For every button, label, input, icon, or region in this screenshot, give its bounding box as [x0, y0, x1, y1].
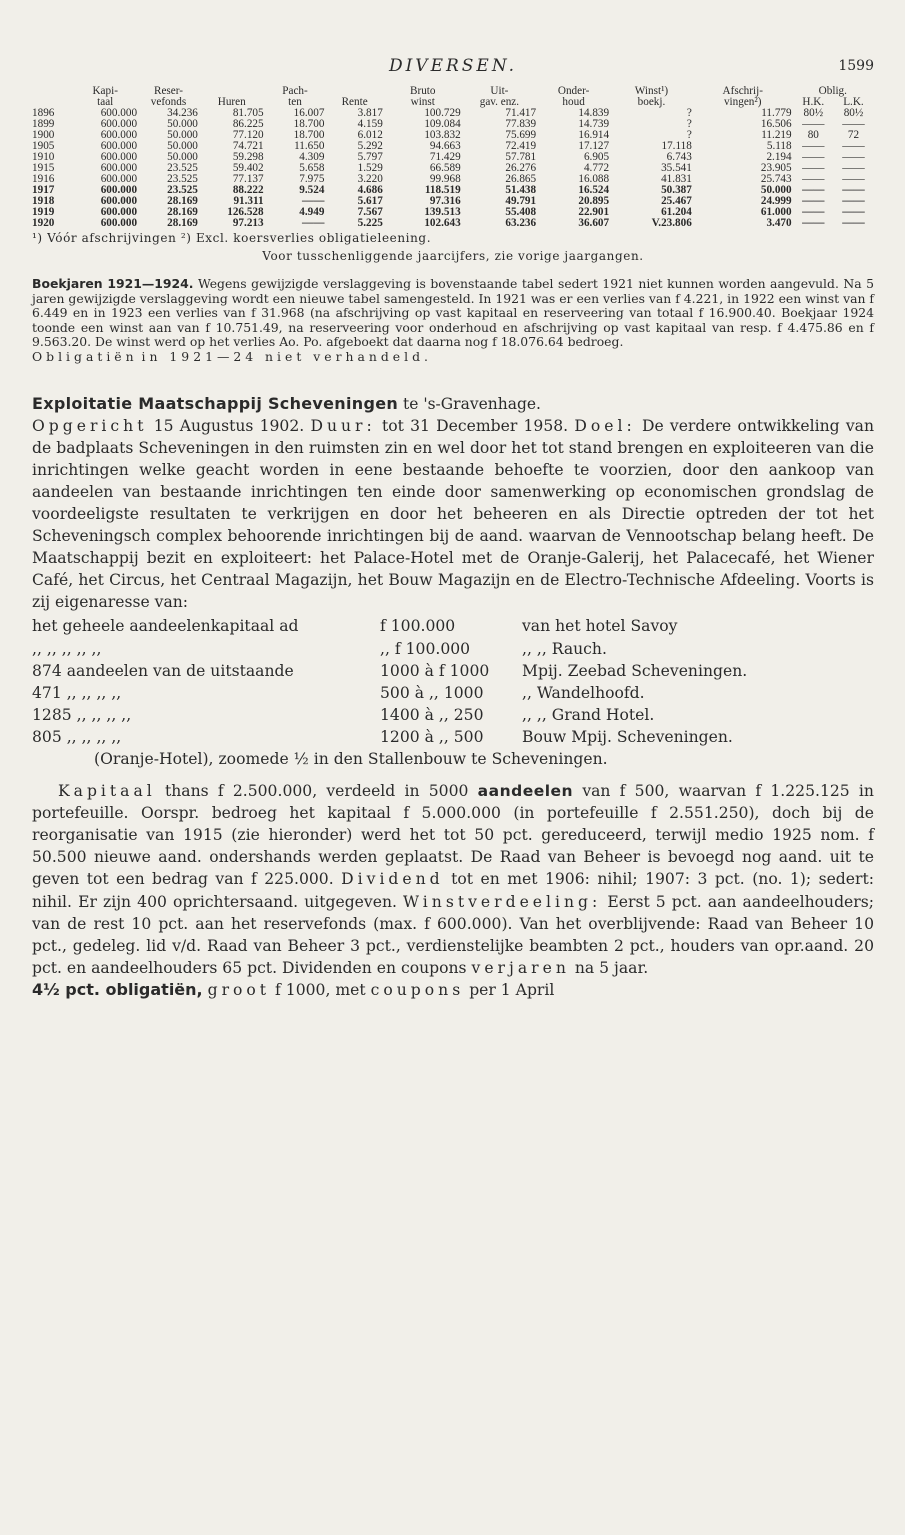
table-cell-onderhoud: 16.088	[578, 174, 610, 185]
table-cell-reserve: 23.525	[167, 185, 198, 196]
table-cell-huren: 88.222	[232, 185, 264, 196]
table-cell-lk: ——	[842, 152, 865, 163]
table-header-cell: winst	[410, 97, 435, 108]
table-header-cell	[32, 97, 73, 108]
holding-col3: Bouw Mpij. Scheveningen.	[522, 727, 733, 746]
table-cell-kapitaal: 600.000	[100, 196, 138, 207]
table-row	[32, 163, 874, 174]
table-header-cell: Huren	[217, 97, 246, 108]
holding-col1: het geheele aandeelenkapitaal ad	[32, 617, 299, 636]
table-cell-pachten: 18.700	[293, 130, 325, 141]
doel-text: De verdere ontwikkeling van de badplaats Scheveningen in den ruimsten zin en wel door het tot stand brengen en exploiteeren van die inrichtingen welke geacht worden in eene bestaande behoefte te voorzien, door den aankoop van aandeelen van bestaande inrichtingen ten einde door samenwerking op economischen grondslag de voordeeligste resultaten te verkrijgen en door het beheeren en als Directie optreden der tot het Scheveningsch complex behoorende inrichtingen bij de aand. waarvan de Vennootschap belang heeft. De Maatschappij bezit en exploiteert: het Palace-Hotel met de Oranje-Galerij, het Palacecafé, het Wiener Café, het Circus, het Centraal Magazijn, het Bouw Magazijn en de Electro-Technische Afdeeling. Voorts is zij eigenaresse van:	[32, 416, 874, 612]
table-cell-pachten: 4.309	[299, 152, 325, 163]
table-cell-lk: ——	[842, 218, 865, 229]
coupons-label: coupons	[370, 980, 465, 999]
table-cell-hk: ——	[802, 174, 825, 185]
table-header-cell: gav. enz.	[479, 97, 520, 108]
holding-col1: 805 ,, ,, ,, ,,	[32, 727, 122, 746]
coupons-text: per 1 April	[469, 980, 555, 999]
table-cell-lk: ——	[842, 119, 865, 130]
table-row	[32, 185, 874, 196]
table-cell-reserve: 50.000	[167, 152, 198, 163]
table-cell-onderhoud: 14.839	[578, 108, 610, 119]
table-cell-afschrijving: 3.470	[766, 218, 792, 229]
table-cell-onderhoud: 6.905	[583, 152, 610, 163]
holding-row	[32, 615, 874, 637]
table-cell-hk: 80½	[803, 108, 824, 119]
table-cell-kapitaal: 600.000	[100, 218, 138, 229]
kapitaal-label: Kapitaal	[58, 782, 156, 801]
table-cell-bruto: 66.589	[429, 163, 461, 174]
table-cell-afschrijving: 61.000	[760, 207, 792, 218]
table-header-row	[32, 86, 874, 97]
table-cell-hk: ——	[802, 185, 825, 196]
table-cell-uitgaven: 26.276	[505, 163, 537, 174]
dividend-label: Dividend	[341, 870, 444, 889]
table-cell-year: 1916	[32, 174, 55, 185]
table-cell-year: 1918	[32, 196, 55, 207]
company-location: te 's-Gravenhage.	[403, 394, 541, 413]
kapitaal-text1: thans f 2.500.000, verdeeld in 5000	[164, 782, 469, 801]
table-cell-kapitaal: 600.000	[100, 174, 138, 185]
table-cell-huren: 74.721	[232, 141, 264, 152]
table-cell-huren: 77.137	[232, 174, 264, 185]
table-cell-kapitaal: 600.000	[100, 185, 138, 196]
table-cell-bruto: 99.968	[429, 174, 461, 185]
table-row	[32, 108, 874, 119]
table-header-cell: Pach-	[282, 86, 308, 97]
table-cell-rente: 5.797	[357, 152, 383, 163]
table-cell-reserve: 23.525	[167, 174, 198, 185]
table-header-cell: houd	[562, 97, 585, 108]
table-cell-rente: 5.225	[357, 218, 383, 229]
table-cell-year: 1900	[32, 130, 55, 141]
table-cell-reserve: 28.169	[167, 207, 198, 218]
table-header-row	[32, 97, 874, 108]
table-cell-kapitaal: 600.000	[100, 108, 138, 119]
holding-col1: 471 ,, ,, ,, ,,	[32, 683, 122, 702]
table-cell-onderhoud: 4.772	[583, 163, 610, 174]
groot-value: f 1000, met	[275, 980, 366, 999]
boekjaren-label: Boekjaren 1921—1924.	[32, 276, 194, 291]
duur-value: tot 31 December 1958.	[381, 416, 569, 435]
table-cell-afschrijving: 16.506	[760, 119, 792, 130]
duur-label: Duur:	[310, 416, 376, 435]
kapitaal-paragraph	[32, 780, 874, 1001]
table-cell-winst: ?	[686, 119, 692, 130]
table-cell-winst: ?	[686, 130, 692, 141]
page-number: 1599	[838, 58, 874, 74]
table-cell-year: 1899	[32, 119, 55, 130]
table-cell-pachten: ——	[302, 196, 325, 207]
table-cell-rente: 6.012	[357, 130, 383, 141]
table-cell-winst: 41.831	[661, 174, 692, 185]
table-row	[32, 196, 874, 207]
verjaren-label: verjaren	[471, 958, 570, 977]
table-cell-huren: 97.213	[232, 218, 264, 229]
table-cell-bruto: 109.084	[424, 119, 461, 130]
table-cell-kapitaal: 600.000	[100, 141, 138, 152]
table-header-cell: boekj.	[637, 97, 666, 108]
table-cell-reserve: 50.000	[167, 130, 198, 141]
table-header-cell: Kapi-	[92, 86, 118, 97]
table-cell-afschrijving: 50.000	[760, 185, 792, 196]
table-cell-rente: 3.817	[357, 108, 383, 119]
holding-col3: ,, Wandelhoofd.	[522, 683, 645, 702]
table-cell-uitgaven: 57.781	[505, 152, 537, 163]
table-footnote: ¹) Vóór afschrijvingen ²) Excl. koersverlies obligatieleening.	[32, 231, 432, 245]
table-cell-year: 1919	[32, 207, 55, 218]
table-cell-hk: ——	[802, 207, 825, 218]
table-header-cell: Rente	[341, 97, 368, 108]
table-row	[32, 218, 874, 229]
table-cell-reserve: 23.525	[167, 163, 198, 174]
table-header-cell: Oblig.	[818, 86, 847, 97]
holding-col2: 1200 à ,, 500	[380, 727, 484, 746]
table-cell-pachten: 9.524	[299, 185, 325, 196]
holding-row	[32, 660, 874, 682]
holdings-list	[32, 615, 874, 748]
table-row	[32, 174, 874, 185]
company-heading	[32, 393, 874, 415]
table-cell-winst: 61.204	[661, 207, 692, 218]
table-cell-bruto: 139.513	[424, 207, 461, 218]
table-cell-uitgaven: 26.865	[505, 174, 537, 185]
table-cell-uitgaven: 71.417	[505, 108, 537, 119]
table-cell-onderhoud: 16.524	[578, 185, 610, 196]
doel-label: Doel:	[574, 416, 636, 435]
table-cell-kapitaal: 600.000	[100, 163, 138, 174]
table-cell-pachten: 11.650	[294, 141, 325, 152]
table-cell-winst: 35.541	[661, 163, 692, 174]
groot-label: groot	[207, 980, 271, 999]
table-cell-hk: ——	[802, 196, 825, 207]
boekjaren-paragraph	[32, 277, 874, 365]
table-cell-hk: ——	[802, 218, 825, 229]
table-cell-onderhoud: 22.901	[578, 207, 610, 218]
table-cell-uitgaven: 75.699	[505, 130, 537, 141]
table-cell-rente: 7.567	[357, 207, 383, 218]
kapitaal-text2: van f 500, waarvan f 1.225.125 in portefeuille. Oorspr. bedroeg het kapitaal f 5.000.000 (in portefeuille f 2.551.250), doch bij de reorganisatie van 1915 (zie hieronder) werd het tot 50 pct. gereduceerd, terwijl medio 1925 nom. f 50.500 nieuwe aand. ondershands werden geplaatst. De Raad van Beheer is bevoegd nog aand. uit te geven tot een bedrag van f 225.000.	[32, 782, 874, 889]
table-cell-year: 1910	[32, 152, 55, 163]
holding-col3: Mpij. Zeebad Scheveningen.	[522, 661, 748, 680]
table-cell-year: 1905	[32, 141, 55, 152]
table-cell-hk: ——	[802, 163, 825, 174]
table-header-cell: Uit-	[490, 86, 509, 97]
table-cell-lk: ——	[842, 174, 865, 185]
table-cell-onderhoud: 17.127	[578, 141, 610, 152]
holding-col2: 500 à ,, 1000	[380, 683, 484, 702]
table-cell-year: 1920	[32, 218, 55, 229]
table-cell-pachten: 7.975	[299, 174, 325, 185]
obligatien-text: in 1921—24 niet verhandeld.	[141, 348, 432, 364]
table-header-cell: vefonds	[150, 97, 187, 108]
table-cell-pachten: 16.007	[293, 108, 325, 119]
table-cell-kapitaal: 600.000	[100, 130, 138, 141]
holding-row	[32, 638, 874, 660]
table-cell-pachten: 18.700	[293, 119, 325, 130]
holding-col3: ,, ,, Grand Hotel.	[522, 705, 655, 724]
table-cell-bruto: 118.519	[424, 185, 461, 196]
table-header-cell: Reser-	[153, 86, 183, 97]
table-cell-hk: ——	[802, 119, 825, 130]
holding-col1: 1285 ,, ,, ,, ,,	[32, 705, 132, 724]
holding-col2: ,, f 100.000	[380, 639, 471, 658]
table-header-cell: taal	[97, 97, 114, 108]
table-cell-bruto: 100.729	[424, 108, 461, 119]
holding-row	[32, 682, 874, 704]
table-header-cell: Afschrij-	[722, 86, 763, 97]
obligatien-label: Obligatiën	[32, 348, 138, 364]
table-cell-uitgaven: 77.839	[505, 119, 537, 130]
table-cell-winst: 25.467	[661, 196, 692, 207]
table-header-cell: L.K.	[843, 97, 864, 108]
company-description	[32, 415, 874, 614]
holding-row	[32, 726, 874, 748]
table-header-cell	[32, 86, 73, 97]
table-cell-hk: 80	[807, 130, 819, 141]
section-title: DIVERSEN.	[388, 56, 518, 76]
table-row	[32, 130, 874, 141]
table-row	[32, 207, 874, 218]
company-name: Exploitatie Maatschappij Scheveningen	[32, 393, 399, 413]
table-cell-lk: 72	[847, 130, 860, 141]
dividend-text: tot en met 1906: nihil; 1907: 3 pct. (no. 1); sedert: nihil. Er zijn 400 oprichtersaand. uitgegeven.	[32, 870, 874, 911]
table-cell-uitgaven: 49.791	[505, 196, 537, 207]
table-cell-rente: 4.159	[357, 119, 383, 130]
table-cell-uitgaven: 51.438	[505, 185, 537, 196]
table-row	[32, 119, 874, 130]
table-cell-rente: 5.617	[357, 196, 383, 207]
table-cell-winst: 6.743	[666, 152, 692, 163]
table-cell-rente: 3.220	[357, 174, 383, 185]
table-cell-onderhoud: 36.607	[578, 218, 610, 229]
table-cell-afschrijving: 5.118	[766, 141, 792, 152]
table-cell-huren: 91.311	[233, 196, 264, 207]
table-cell-winst: 17.118	[661, 141, 692, 152]
document-page	[32, 52, 874, 1001]
table-cell-afschrijving: 24.999	[760, 196, 792, 207]
table-cell-rente: 1.529	[357, 163, 383, 174]
table-cell-lk: ——	[842, 207, 865, 218]
table-cell-kapitaal: 600.000	[100, 152, 138, 163]
holding-col3: van het hotel Savoy	[522, 617, 678, 636]
holding-col2: f 100.000	[380, 617, 456, 636]
verjaren-text: na 5 jaar.	[574, 958, 649, 977]
table-cell-uitgaven: 72.419	[505, 141, 537, 152]
table-cell-huren: 86.225	[232, 119, 264, 130]
table-cell-afschrijving: 11.779	[761, 108, 792, 119]
table-cell-bruto: 97.316	[429, 196, 461, 207]
table-cell-reserve: 28.169	[167, 218, 198, 229]
table-cell-bruto: 71.429	[429, 152, 461, 163]
table-cell-onderhoud: 16.914	[578, 130, 610, 141]
holding-col3: ,, ,, Rauch.	[522, 639, 607, 658]
table-cell-winst: 50.387	[661, 185, 692, 196]
table-cell-huren: 126.528	[227, 207, 264, 218]
opgericht-value: 15 Augustus 1902.	[153, 416, 305, 435]
table-cell-afschrijving: 25.743	[760, 174, 792, 185]
table-cell-huren: 77.120	[232, 130, 264, 141]
table-cell-pachten: ——	[302, 218, 325, 229]
opgericht-label: Opgericht	[32, 416, 148, 435]
table-cell-lk: ——	[842, 141, 865, 152]
table-cell-bruto: 102.643	[424, 218, 461, 229]
table-header-cell	[326, 86, 384, 97]
table-cell-onderhoud: 14.739	[578, 119, 610, 130]
holding-row	[32, 704, 874, 726]
table-cell-kapitaal: 600.000	[100, 119, 138, 130]
table-cell-uitgaven: 55.408	[505, 207, 537, 218]
table-cell-pachten: 4.949	[299, 207, 325, 218]
table-header-cell: Bruto	[410, 86, 436, 97]
table-cell-huren: 81.705	[232, 108, 264, 119]
table-row	[32, 152, 874, 163]
aandeelen-label: aandeelen	[477, 782, 574, 801]
table-cell-kapitaal: 600.000	[100, 207, 138, 218]
obligatien-heading: 4½ pct. obligatiën,	[32, 979, 203, 999]
table-cell-lk: ——	[842, 163, 865, 174]
table-cell-huren: 59.402	[232, 163, 264, 174]
table-cell-bruto: 103.832	[424, 130, 461, 141]
holding-col1: ,, ,, ,, ,, ,,	[32, 639, 102, 658]
table-header-cell: Winst¹)	[634, 86, 669, 97]
table-cell-bruto: 94.663	[429, 141, 461, 152]
table-cell-winst: V.23.806	[651, 218, 692, 229]
table-cell-year: 1917	[32, 185, 55, 196]
table-row	[32, 141, 874, 152]
table-cell-pachten: 5.658	[299, 163, 325, 174]
holding-col2: 1400 à ,, 250	[380, 705, 484, 724]
table-cell-onderhoud: 20.895	[578, 196, 610, 207]
winstverdeeling-text: Eerst 5 pct. aan aandeelhouders; van de rest 10 pct. aan het reservefonds (max. f 600.000). Van het overblijvende: Raad van Beheer 10 pct., gedeleg. lid v/d. Raad van Beheer 3 pct., verdienstelijke beambten 2 pct., houders van opr.aand. 20 pct. en aandeelhouders 65 pct. Dividenden en coupons	[32, 892, 874, 977]
table-cell-reserve: 34.236	[167, 108, 198, 119]
holding-col2: 1000 à f 1000	[380, 661, 490, 680]
table-cell-huren: 59.298	[232, 152, 264, 163]
table-cell-rente: 5.292	[357, 141, 383, 152]
table-header-cell: Onder-	[557, 86, 590, 97]
table-cell-lk: ——	[842, 196, 865, 207]
table-cell-year: 1896	[32, 108, 55, 119]
table-cell-hk: ——	[802, 141, 825, 152]
holdings-tail: (Oranje-Hotel), zoomede ½ in den Stallenbouw te Scheveningen.	[94, 749, 608, 768]
holding-col1: 874 aandeelen van de uitstaande	[32, 661, 294, 680]
table-cell-afschrijving: 23.905	[760, 163, 792, 174]
table-header-cell: vingen²)	[723, 97, 762, 108]
table-header-cell	[200, 86, 266, 97]
table-cell-reserve: 50.000	[167, 119, 198, 130]
page-header	[32, 52, 874, 86]
table-header-cell: ten	[288, 97, 302, 108]
table-cell-rente: 4.686	[357, 185, 383, 196]
table-cell-hk: ——	[802, 152, 825, 163]
table-cell-afschrijving: 11.219	[761, 130, 792, 141]
table-cell-reserve: 50.000	[167, 141, 198, 152]
table-cell-winst: ?	[686, 108, 692, 119]
winstverdeeling-label: Winstverdeeling:	[403, 892, 602, 911]
previous-years-note: Voor tusschenliggende jaarcijfers, zie vorige jaargangen.	[262, 249, 644, 263]
boekjaren-text: Wegens gewijzigde verslaggeving is bovenstaande tabel sedert 1921 niet kunnen worden aangevuld. Na 5 jaren gewijzigde verslaggeving wordt een nieuwe tabel samengesteld. In 1921 was er een verlies van f 4.221, in 1922 een winst van f 6.449 en in 1923 een verlies van f 31.968 (na afschrijving op vast kapitaal en reserveering van totaal f 16.900.40. Boekjaar 1924 toonde een winst aan van f 10.751.49, na reserveering voor onderhoud en afschrijving op vast kapitaal van resp. f 4.475.86 en f 9.563.20. De winst werd op het verlies Ao. Po. afgeboekt dat daarna nog f 18.076.64 bedroeg.	[32, 276, 874, 350]
table-cell-lk: 80½	[843, 108, 864, 119]
table-cell-lk: ——	[842, 185, 865, 196]
table-cell-reserve: 28.169	[167, 196, 198, 207]
table-cell-year: 1915	[32, 163, 55, 174]
table-cell-uitgaven: 63.236	[505, 218, 537, 229]
table-header-cell: H.K.	[802, 97, 825, 108]
financial-table	[32, 86, 874, 229]
table-cell-afschrijving: 2.194	[766, 152, 792, 163]
